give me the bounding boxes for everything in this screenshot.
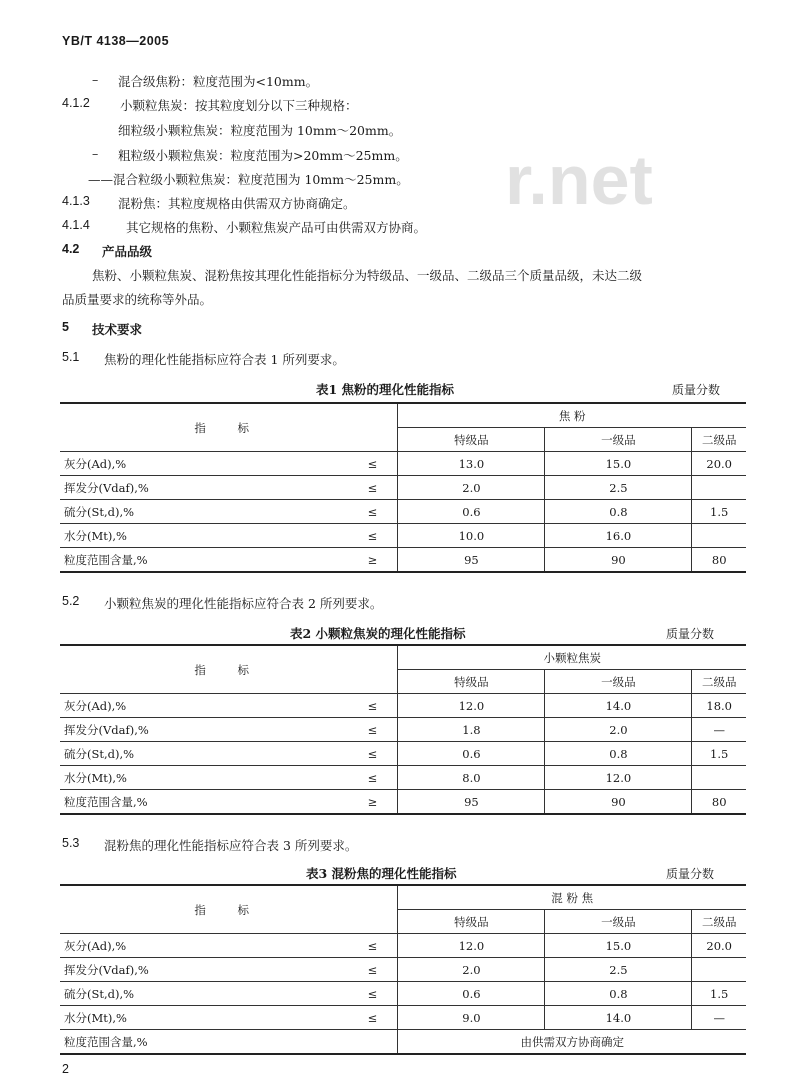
paragraph-line: 品质量要求的统称等外品。 — [62, 292, 213, 307]
value-cell: 1.5 — [692, 500, 746, 524]
table-row — [60, 500, 746, 524]
table-row — [60, 476, 746, 500]
table-row — [60, 958, 746, 982]
value-cell: 8.0 — [398, 766, 545, 790]
group-header: 小颗粒焦炭 — [398, 645, 746, 670]
index-name: 挥发分(Vdaf),% — [60, 958, 347, 982]
table-row — [60, 934, 746, 958]
value-cell: 1.8 — [398, 718, 545, 742]
value-cell: 18.0 — [692, 694, 746, 718]
value-cell: — — [692, 718, 746, 742]
clause-text: 小颗粒焦炭的理化性能指标应符合表 2 所列要求。 — [104, 596, 383, 611]
group-header: 焦 粉 — [398, 403, 746, 428]
operator: ≥ — [347, 790, 398, 815]
line-text: 混粉焦：其粒度规格由供需双方协商确定。 — [118, 196, 356, 211]
line-text: ——混合粒级小颗粒焦炭：粒度范围为 10mm～25mm。 — [88, 172, 409, 187]
value-cell — [692, 476, 746, 500]
grade-header: 二级品 — [692, 670, 746, 694]
table-row — [60, 524, 746, 548]
value-cell: 0.6 — [398, 982, 545, 1006]
index-name: 水分(Mt),% — [60, 1006, 347, 1030]
clause-text: 焦粉的理化性能指标应符合表 1 所列要求。 — [104, 352, 345, 367]
section-title: 产品品级 — [102, 244, 153, 259]
line-text: 粗粒级小颗粒焦炭：粒度范围为>20mm～25mm。 — [118, 148, 408, 163]
value-cell: 0.8 — [545, 982, 692, 1006]
operator: ≤ — [347, 452, 398, 476]
paragraph-line: 焦粉、小颗粒焦炭、混粉焦按其理化性能指标分为特级品、一级品、二级品三个质量品级，未达二级 — [92, 268, 643, 283]
index-name: 粒度范围含量,% — [60, 1030, 347, 1055]
operator: ≥ — [347, 548, 398, 573]
grade-header: 特级品 — [398, 670, 545, 694]
value-cell: 90 — [545, 548, 692, 573]
section-number: 5 — [62, 320, 69, 334]
value-cell: 2.0 — [398, 476, 545, 500]
table-row — [60, 452, 746, 476]
grade-header: 二级品 — [692, 910, 746, 934]
table-3 — [60, 884, 746, 1055]
clause-number: 5.3 — [62, 836, 80, 850]
value-cell: 9.0 — [398, 1006, 545, 1030]
grade-header: 一级品 — [545, 428, 692, 452]
line-text: 小颗粒焦炭：按其粒度划分以下三种规格： — [120, 98, 358, 113]
index-header: 指 标 — [60, 885, 398, 934]
value-cell: 20.0 — [692, 452, 746, 476]
operator: ≤ — [347, 718, 398, 742]
index-name: 硫分(St,d),% — [60, 500, 347, 524]
index-name: 水分(Mt),% — [60, 766, 347, 790]
operator: ≤ — [347, 742, 398, 766]
document-header: YB/T 4138—2005 — [62, 34, 170, 48]
value-cell — [692, 958, 746, 982]
table-row — [60, 1006, 746, 1030]
value-cell — [692, 524, 746, 548]
table-unit: 质量分数 — [672, 383, 721, 397]
value-cell — [692, 766, 746, 790]
clause-number: 4.1.4 — [62, 218, 90, 232]
merged-value-cell: 由供需双方协商确定 — [398, 1030, 746, 1055]
operator: ≤ — [347, 958, 398, 982]
page-number: 2 — [62, 1062, 69, 1076]
grade-header: 一级品 — [545, 910, 692, 934]
value-cell: — — [692, 1006, 746, 1030]
table-row — [60, 718, 746, 742]
table-row — [60, 694, 746, 718]
value-cell: 15.0 — [545, 934, 692, 958]
value-cell: 0.6 — [398, 500, 545, 524]
index-name: 挥发分(Vdaf),% — [60, 476, 347, 500]
section-number: 4.2 — [62, 242, 80, 256]
line-text: 其它规格的焦粉、小颗粒焦炭产品可由供需双方协商。 — [126, 220, 427, 235]
operator: ≤ — [347, 500, 398, 524]
table-unit: 质量分数 — [666, 627, 715, 641]
line-dash: – — [92, 146, 99, 161]
value-cell: 1.5 — [692, 742, 746, 766]
line-dash: – — [92, 72, 99, 87]
table-row — [60, 790, 746, 815]
table-1 — [60, 402, 746, 573]
operator: ≤ — [347, 524, 398, 548]
watermark: r.net — [505, 141, 653, 219]
index-header: 指 标 — [60, 645, 398, 694]
clause-number: 5.2 — [62, 594, 80, 608]
grade-header: 一级品 — [545, 670, 692, 694]
table-row — [60, 548, 746, 573]
value-cell: 80 — [692, 790, 746, 815]
value-cell: 14.0 — [545, 694, 692, 718]
index-name: 粒度范围含量,% — [60, 548, 347, 573]
table-caption: 表2 小颗粒焦炭的理化性能指标 — [290, 626, 466, 641]
value-cell: 12.0 — [398, 694, 545, 718]
table-row — [60, 742, 746, 766]
value-cell: 80 — [692, 548, 746, 573]
value-cell: 90 — [545, 790, 692, 815]
table-row — [60, 766, 746, 790]
value-cell: 15.0 — [545, 452, 692, 476]
operator: ≤ — [347, 982, 398, 1006]
group-header: 混 粉 焦 — [398, 885, 746, 910]
operator: ≤ — [347, 694, 398, 718]
value-cell: 2.5 — [545, 476, 692, 500]
index-name: 硫分(St,d),% — [60, 742, 347, 766]
value-cell: 13.0 — [398, 452, 545, 476]
line-text: 细粒级小颗粒焦炭：粒度范围为 10mm～20mm。 — [118, 123, 402, 138]
table-caption: 表3 混粉焦的理化性能指标 — [306, 866, 457, 881]
section-title: 技术要求 — [92, 322, 143, 337]
table-caption: 表1 焦粉的理化性能指标 — [316, 382, 455, 397]
clause-number: 5.1 — [62, 350, 80, 364]
index-name: 灰分(Ad),% — [60, 934, 347, 958]
table-row — [60, 1030, 746, 1055]
value-cell: 0.8 — [545, 500, 692, 524]
table-row — [60, 982, 746, 1006]
grade-header: 特级品 — [398, 428, 545, 452]
grade-header: 特级品 — [398, 910, 545, 934]
value-cell: 2.0 — [545, 718, 692, 742]
table-2 — [60, 644, 746, 815]
operator — [347, 1030, 398, 1055]
operator: ≤ — [347, 934, 398, 958]
grade-header: 二级品 — [692, 428, 746, 452]
value-cell: 0.6 — [398, 742, 545, 766]
index-name: 水分(Mt),% — [60, 524, 347, 548]
line-text: 混合级焦粉：粒度范围为<10mm。 — [118, 74, 319, 89]
value-cell: 12.0 — [398, 934, 545, 958]
operator: ≤ — [347, 766, 398, 790]
operator: ≤ — [347, 1006, 398, 1030]
index-name: 硫分(St,d),% — [60, 982, 347, 1006]
index-name: 挥发分(Vdaf),% — [60, 718, 347, 742]
index-name: 粒度范围含量,% — [60, 790, 347, 815]
value-cell: 2.5 — [545, 958, 692, 982]
value-cell: 95 — [398, 548, 545, 573]
index-name: 灰分(Ad),% — [60, 452, 347, 476]
operator: ≤ — [347, 476, 398, 500]
value-cell: 12.0 — [545, 766, 692, 790]
clause-number: 4.1.3 — [62, 194, 90, 208]
value-cell: 2.0 — [398, 958, 545, 982]
value-cell: 1.5 — [692, 982, 746, 1006]
index-name: 灰分(Ad),% — [60, 694, 347, 718]
value-cell: 95 — [398, 790, 545, 815]
value-cell: 14.0 — [545, 1006, 692, 1030]
value-cell: 16.0 — [545, 524, 692, 548]
clause-number: 4.1.2 — [62, 96, 90, 110]
index-header: 指 标 — [60, 403, 398, 452]
value-cell: 0.8 — [545, 742, 692, 766]
value-cell: 10.0 — [398, 524, 545, 548]
value-cell: 20.0 — [692, 934, 746, 958]
clause-text: 混粉焦的理化性能指标应符合表 3 所列要求。 — [104, 838, 358, 853]
table-unit: 质量分数 — [666, 867, 715, 881]
